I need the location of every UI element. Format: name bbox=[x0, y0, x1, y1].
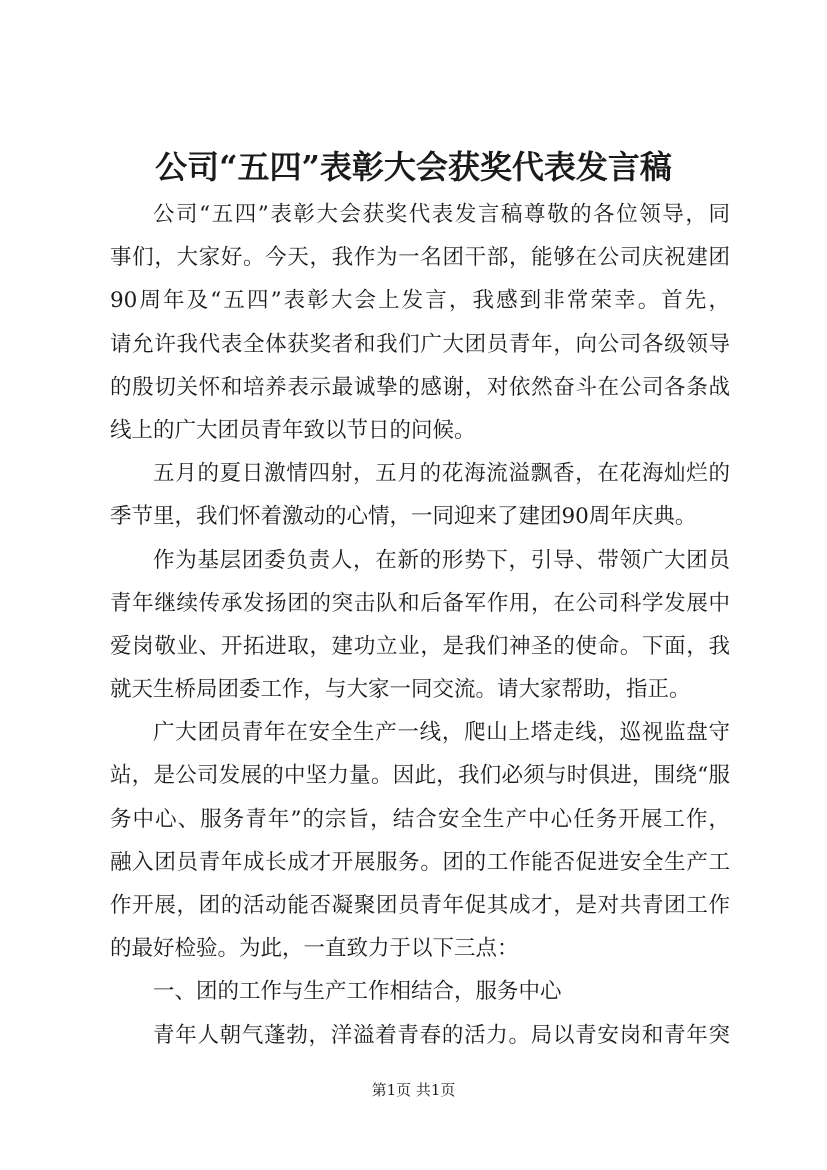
paragraph bbox=[110, 539, 730, 712]
paragraph bbox=[110, 193, 730, 452]
paragraph bbox=[110, 711, 730, 970]
document-title: 公司“五四”表彰大会获奖代表发言稿 bbox=[155, 148, 672, 186]
text-line: 的殷切关怀和培养表示最诚挚的感谢，对依然奋斗在公司各条战 bbox=[110, 374, 730, 400]
text-line: 的最好检验。为此，一直致力于以下三点： bbox=[110, 936, 519, 962]
text-line: 融入团员青年成长成才开展服务。团的工作能否促进安全生产工 bbox=[110, 849, 730, 875]
text-line: 事们，大家好。今天，我作为一名团干部，能够在公司庆祝建团 bbox=[110, 245, 730, 271]
text-line: 爱岗敬业、开拓进取，建功立业，是我们神圣的使命。下面，我 bbox=[110, 633, 730, 659]
text-line: 线上的广大团员青年致以节日的问候。 bbox=[110, 417, 476, 443]
text-line: 五月的夏日激情四射，五月的花海流溢飘香，在花海灿烂的 bbox=[153, 461, 730, 487]
text-line: 季节里，我们怀着激动的心情，一同迎来了建团90周年庆典。 bbox=[110, 504, 697, 530]
page-footer: 第1页 共1页 bbox=[371, 1081, 456, 1099]
document-body bbox=[110, 193, 730, 1057]
text-line: 公司“五四”表彰大会获奖代表发言稿尊敬的各位领导，同 bbox=[153, 202, 730, 227]
text-line: 作为基层团委负责人，在新的形势下，引导、带领广大团员 bbox=[153, 547, 730, 573]
paragraph bbox=[110, 1014, 730, 1057]
text-line: 一、团的工作与生产工作相结合，服务中心 bbox=[153, 979, 562, 1005]
text-line: 青年继续传承发扬团的突击队和后备军作用，在公司科学发展中 bbox=[110, 590, 730, 616]
text-line: 请允许我代表全体获奖者和我们广大团员青年，向公司各级领导 bbox=[110, 331, 730, 357]
text-line: 广大团员青年在安全生产一线，爬山上塔走线，巡视监盘守 bbox=[153, 720, 730, 746]
text-line: 青年人朝气蓬勃，洋溢着青春的活力。局以青安岗和青年突 bbox=[153, 1022, 730, 1048]
text-line: 就天生桥局团委工作，与大家一同交流。请大家帮助，指正。 bbox=[110, 677, 691, 703]
text-line: 站，是公司发展的中坚力量。因此，我们必须与时俱进，围绕“服 bbox=[110, 763, 730, 789]
text-line: 90周年及“五四”表彰大会上发言，我感到非常荣幸。首先， bbox=[110, 288, 730, 314]
paragraph bbox=[110, 452, 730, 538]
section-heading bbox=[110, 970, 730, 1013]
text-line: 务中心、服务青年”的宗旨，结合安全生产中心任务开展工作， bbox=[110, 806, 730, 832]
text-line: 作开展，团的活动能否凝聚团员青年促其成才，是对共青团工作 bbox=[110, 893, 730, 918]
